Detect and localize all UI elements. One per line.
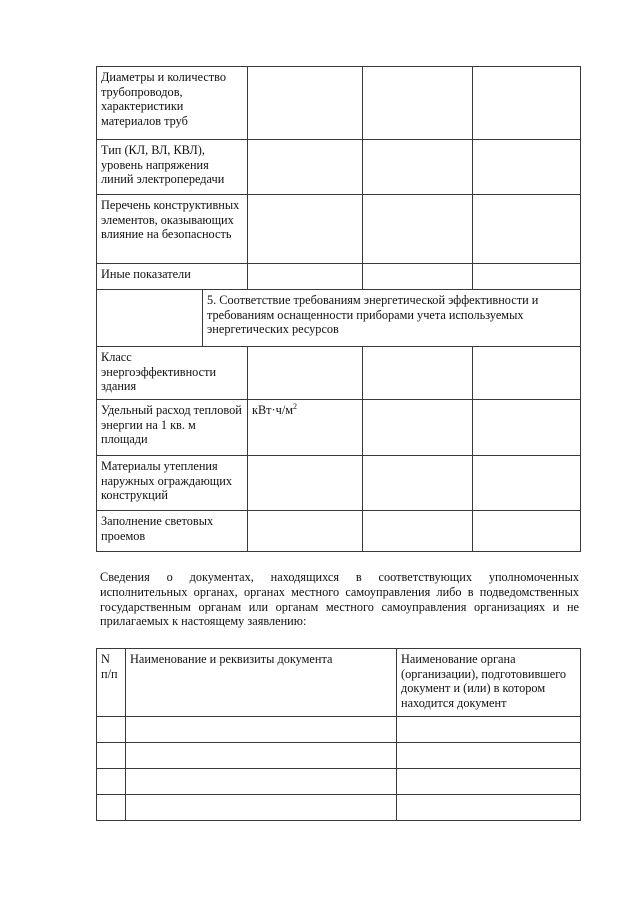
value-cell[interactable] [363, 140, 473, 195]
value-cell[interactable] [473, 67, 581, 140]
value-cell[interactable] [473, 511, 581, 552]
row-label: Перечень конструктивных элементов, оказывающих влияние на безопасность [97, 195, 248, 264]
table-row [97, 67, 581, 140]
value-cell[interactable] [473, 264, 581, 290]
table-row [97, 769, 581, 795]
table-row [97, 456, 581, 511]
value-cell[interactable] [248, 511, 363, 552]
num-cell[interactable] [97, 743, 126, 769]
unit-exponent: 2 [293, 401, 298, 411]
organ-cell[interactable] [397, 795, 581, 821]
header-doc-name: Наименование и реквизиты документа [126, 649, 397, 717]
organ-cell[interactable] [397, 743, 581, 769]
value-cell[interactable] [363, 195, 473, 264]
organ-cell[interactable] [397, 769, 581, 795]
value-cell[interactable] [363, 347, 473, 400]
value-cell[interactable] [363, 67, 473, 140]
value-cell[interactable] [248, 456, 363, 511]
documents-table [96, 648, 581, 821]
documents-paragraph: Сведения о документах, находящихся в соответствующих уполномоченных исполнительных органах, органах местного самоуправления либо в подведомственных государственным органам или органам местного самоуправления организациях и не прилагаемых к настоящему заявлению: [100, 570, 579, 629]
header-row [97, 649, 581, 717]
doc-name-cell[interactable] [126, 769, 397, 795]
doc-name-cell[interactable] [126, 795, 397, 821]
value-cell[interactable] [248, 264, 363, 290]
value-cell[interactable] [248, 67, 363, 140]
value-cell[interactable] [473, 347, 581, 400]
num-cell[interactable] [97, 717, 126, 743]
value-cell[interactable] [363, 456, 473, 511]
row-label: Заполнение световых проемов [97, 511, 248, 552]
table-row [97, 795, 581, 821]
row-label: Удельный расход тепловой энергии на 1 кв. м площади [97, 400, 248, 456]
value-cell[interactable] [473, 456, 581, 511]
num-cell[interactable] [97, 769, 126, 795]
row-label: Иные показатели [97, 264, 248, 290]
organ-cell[interactable] [397, 717, 581, 743]
unit-cell[interactable] [248, 400, 363, 456]
table-row [97, 347, 581, 400]
value-cell[interactable] [473, 400, 581, 456]
value-cell[interactable] [248, 140, 363, 195]
header-organ: Наименование органа (организации), подготовившего документ и (или) в котором находится документ [397, 649, 581, 717]
value-cell[interactable] [473, 140, 581, 195]
value-cell[interactable] [248, 347, 363, 400]
row-label: Тип (КЛ, ВЛ, КВЛ), уровень напряжения линий электропередачи [97, 140, 248, 195]
value-cell[interactable] [473, 195, 581, 264]
value-cell[interactable] [363, 264, 473, 290]
table-row [97, 264, 581, 290]
num-cell[interactable] [97, 795, 126, 821]
table-row [97, 717, 581, 743]
row-label: Диаметры и количество трубопроводов, характеристики материалов труб [97, 67, 248, 140]
header-num: N п/п [97, 649, 126, 717]
section-5-title: 5. Соответствие требованиям энергетической эффективности и требованиям оснащенности приборами учета используемых энергетических ресурсов [203, 290, 581, 347]
table-row [97, 511, 581, 552]
blank-cell [97, 290, 203, 347]
table-row [97, 140, 581, 195]
doc-name-cell[interactable] [126, 743, 397, 769]
row-label: Класс энергоэффективности здания [97, 347, 248, 400]
value-cell[interactable] [248, 195, 363, 264]
row-label: Материалы утепления наружных ограждающих конструкций [97, 456, 248, 511]
characteristics-table [96, 66, 581, 552]
table-row [97, 743, 581, 769]
section-header-row [97, 290, 581, 347]
value-cell[interactable] [363, 511, 473, 552]
unit-label: кВт·ч/м [252, 403, 294, 417]
table-row [97, 400, 581, 456]
table-row [97, 195, 581, 264]
value-cell[interactable] [363, 400, 473, 456]
doc-name-cell[interactable] [126, 717, 397, 743]
